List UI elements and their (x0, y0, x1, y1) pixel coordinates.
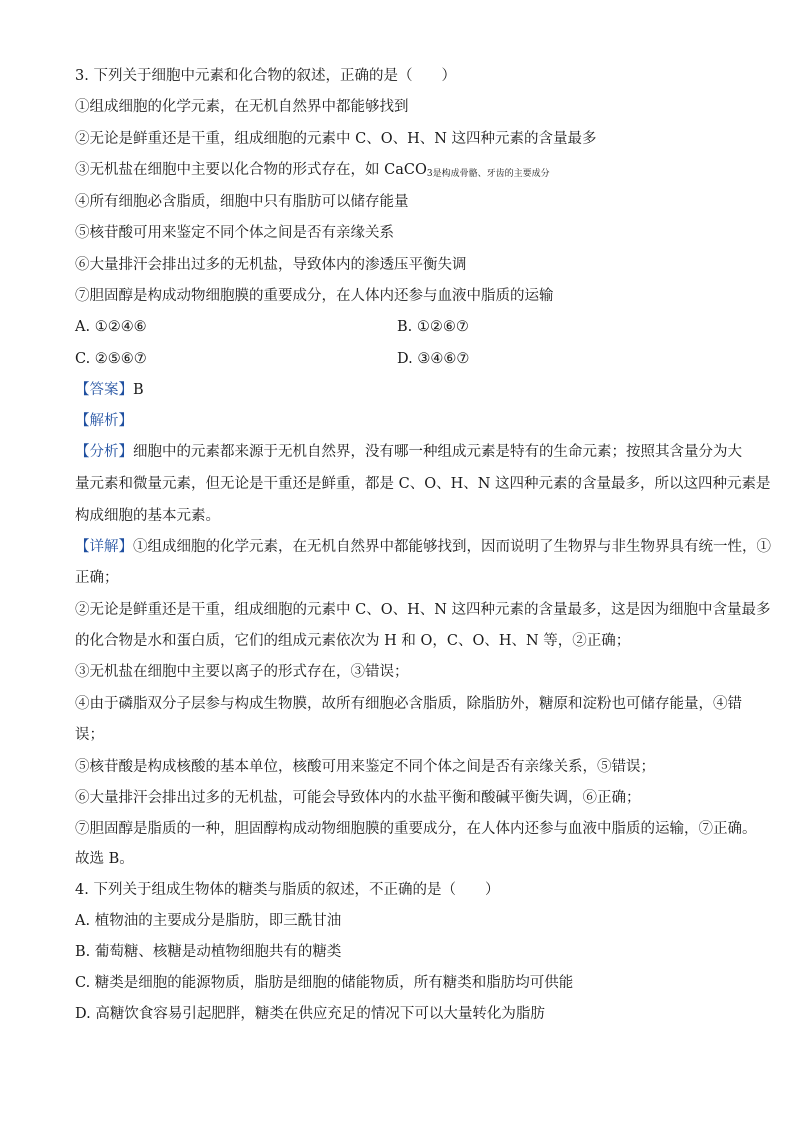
xiangjie-line-8: ⑤核苷酸是构成核酸的基本单位，核酸可用来鉴定不同个体之间是否有亲缘关系，⑤错误； (75, 759, 655, 775)
fenxi-line-3: 构成细胞的基本元素。 (75, 508, 220, 524)
xiangjie-line-10: ⑦胆固醇是脂质的一种，胆固醇构成动物细胞膜的重要成分，在人体内还参与血液中脂质的运输，⑦正确。 (75, 821, 757, 837)
answer-value: B (133, 382, 144, 398)
q3-option-a: A. ①②④⑥ (75, 319, 147, 335)
q4-option-a: A. 植物油的主要成分是脂肪，即三酰甘油 (75, 913, 342, 929)
xiangjie-line-11: 故选 B。 (75, 851, 134, 867)
q4-option-d: D. 高糖饮食容易引起肥胖，糖类在供应充足的情况下可以大量转化为脂肪 (75, 1006, 545, 1022)
q3-option-b: B. ①②⑥⑦ (397, 319, 469, 335)
xiangjie-line-4: 的化合物是水和蛋白质，它们的组成元素依次为 H 和 O，C、O、H、N 等，②正确； (75, 633, 631, 649)
fenxi-line-1: 【分析】细胞中的元素都来源于无机自然界，没有哪一种组成元素是特有的生命元素；按照其含量分为大 (75, 444, 742, 460)
answer-tag: 【答案】 (75, 382, 133, 398)
q3-statement-5: ⑤核苷酸可用来鉴定不同个体之间是否有亲缘关系 (75, 225, 394, 241)
q3-statement-6: ⑥大量排汗会排出过多的无机盐，导致体内的渗透压平衡失调 (75, 257, 467, 273)
q3-statement-2: ②无论是鲜重还是干重，组成细胞的元素中 C、O、H、N 这四种元素的含量最多 (75, 131, 597, 147)
q3-option-c: C. ②⑤⑥⑦ (75, 351, 147, 367)
q4-option-c: C. 糖类是细胞的能源物质，脂肪是细胞的储能物质，所有糖类和脂肪均可供能 (75, 975, 574, 991)
xiangjie-line-2: 正确； (75, 570, 119, 586)
q3-answer (75, 380, 144, 400)
q3-stem: 3. 下列关于细胞中元素和化合物的叙述，正确的是（ ） (75, 68, 456, 84)
q3-option-d: D. ③④⑥⑦ (397, 351, 470, 367)
fenxi-tag: 【分析】 (75, 444, 133, 460)
q3-statement-1: ①组成细胞的化学元素，在无机自然界中都能够找到 (75, 99, 409, 115)
q3-statement-4: ④所有细胞必含脂质，细胞中只有脂肪可以储存能量 (75, 194, 409, 210)
xiangjie-tag: 【详解】 (75, 539, 133, 555)
xiangjie-line-1: 【详解】①组成细胞的化学元素，在无机自然界中都能够找到，因而说明了生物界与非生物界具有统一性，① (75, 539, 771, 555)
analysis-tag: 【解析】 (75, 413, 133, 429)
q4-option-b: B. 葡萄糖、核糖是动植物细胞共有的糖类 (75, 944, 342, 960)
q4-stem: 4. 下列关于组成生物体的糖类与脂质的叙述，不正确的是（ ） (75, 882, 500, 898)
xiangjie-line-5: ③无机盐在细胞中主要以离子的形式存在，③错误； (75, 664, 409, 680)
xiangjie-line-3: ②无论是鲜重还是干重，组成细胞的元素中 C、O、H、N 这四种元素的含量最多，这是因为细胞中含量最多 (75, 602, 771, 618)
q3-statement-7: ⑦胆固醇是构成动物细胞膜的重要成分，在人体内还参与血液中脂质的运输 (75, 288, 554, 304)
xiangjie-line-6: ④由于磷脂双分子层参与构成生物膜，故所有细胞必含脂质，除脂肪外，糖原和淀粉也可储存能量，④错 (75, 696, 742, 712)
xiangjie-line-7: 误； (75, 727, 104, 743)
q3-statement-3: ③无机盐在细胞中主要以化合物的形式存在，如 CaCO$_{3是构成骨骼、牙齿的主要成分}$ (75, 162, 550, 179)
xiangjie-line-9: ⑥大量排汗会排出过多的无机盐，可能会导致体内的水盐平衡和酸碱平衡失调，⑥正确； (75, 790, 641, 806)
fenxi-line-2: 量元素和微量元素，但无论是干重还是鲜重，都是 C、O、H、N 这四种元素的含量最多，所以这四种元素是 (75, 476, 771, 492)
